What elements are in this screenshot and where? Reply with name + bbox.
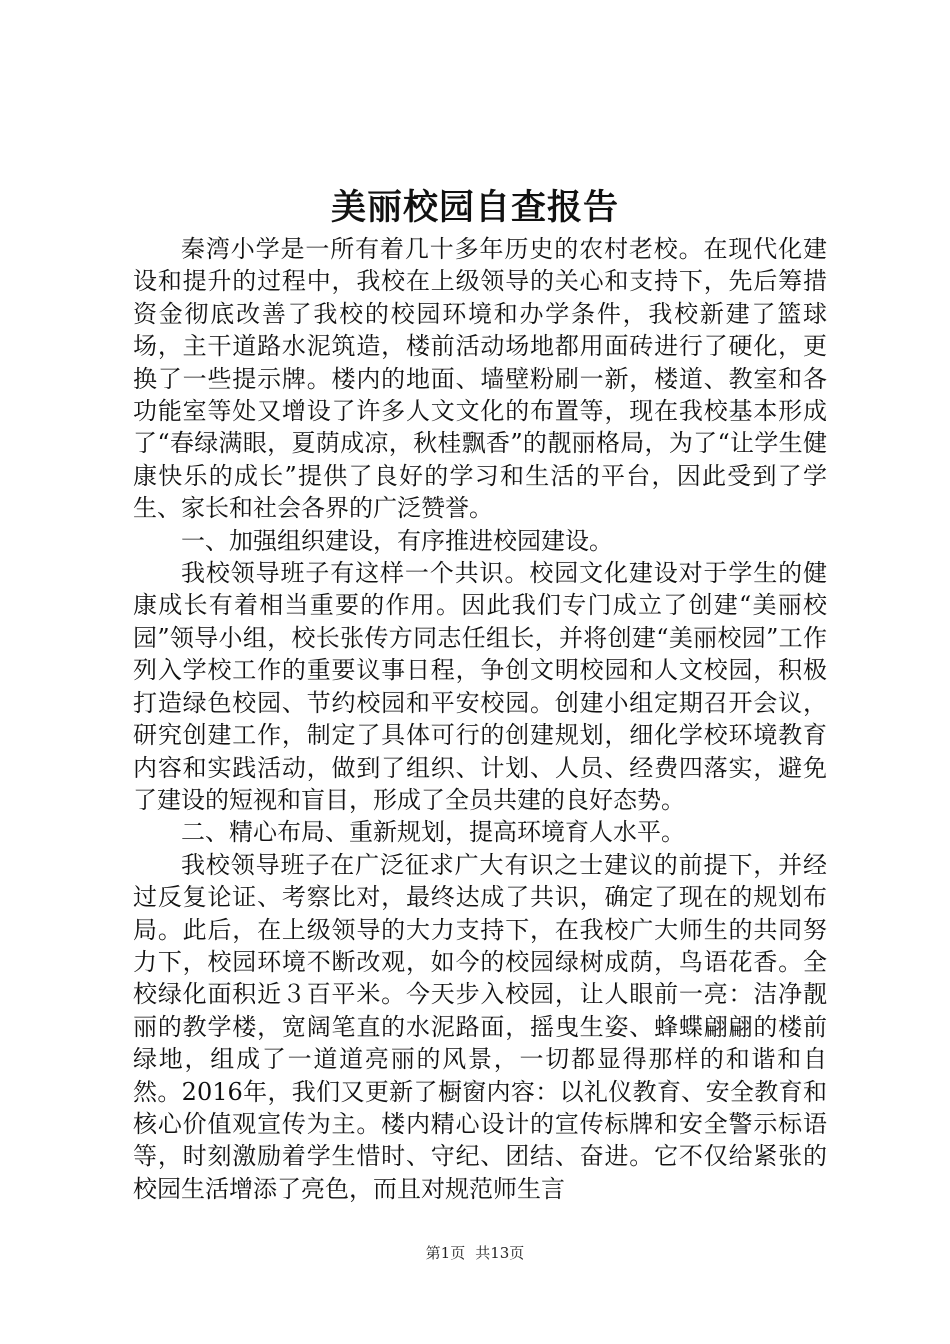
paragraph-section-2: 我校领导班子在广泛征求广大有识之士建议的前提下，并经过反复论证、考察比对，最终达成了共识，确定了现在的规划布局。此后，在上级领导的大力支持下，在我校广大师生的共同努力下，校园环境不断改观，如今的校园绿树成荫，鸟语花香。全校绿化面积近３百平米。今天步入校园，让人眼前一亮：洁净靓丽的教学楼，宽阔笔直的水泥路面，摇曳生姿、蜂蝶翩翩的楼前绿地，组成了一道道亮丽的风景，一切都显得那样的和谐和自然。2016年，我们又更新了橱窗内容：以礼仪教育、安全教育和核心价值观宣传为主。楼内精心设计的宣传标牌和安全警示标语等，时刻激励着学生惜时、守纪、团结、奋进。它不仅给紧张的校园生活增添了亮色，而且对规范师生言 (133, 850, 827, 1203)
paragraph-section-1: 我校领导班子有这样一个共识。校园文化建设对于学生的健康成长有着相当重要的作用。因此我们专门成立了创建“美丽校园”领导小组，校长张传方同志任组长，并将创建“美丽校园”工作列入学校工作的重要议事日程，争创文明校园和人文校园，积极打造绿色校园、节约校园和平安校园。创建小组定期召开会议，研究创建工作，制定了具体可行的创建规划，细化学校环境教育内容和实践活动，做到了组织、计划、人员、经费四落实，避免了建设的短视和盲目，形成了全员共建的良好态势。 (133, 559, 827, 814)
document-title: 美丽校园自查报告 (330, 187, 619, 228)
section-heading-1: 一、加强组织建设，有序推进校园建设。 (181, 526, 613, 555)
paragraph-intro: 秦湾小学是一所有着几十多年历史的农村老校。在现代化建设和提升的过程中，我校在上级领导的关心和支持下，先后筹措资金彻底改善了我校的校园环境和办学条件，我校新建了篮球场，主干道路水泥筑造，楼前活动场地都用面砖进行了硬化，更换了一些提示牌。楼内的地面、墙壁粉刷一新，楼道、教室和各功能室等处又增设了许多人文文化的布置等，现在我校基本形成了“春绿满眼，夏荫成凉，秋桂飘香”的靓丽格局，为了“让学生健康快乐的成长”提供了良好的学习和生活的平台，因此受到了学生、家长和社会各界的广泛赞誉。 (133, 235, 827, 523)
section-heading-2: 二、精心布局、重新规划，提高环境育人水平。 (181, 818, 685, 847)
page-total: 共13页 (475, 1244, 525, 1262)
page-footer (0, 1243, 950, 1263)
page-number: 第1页 (425, 1244, 466, 1262)
document-body (133, 233, 827, 1205)
